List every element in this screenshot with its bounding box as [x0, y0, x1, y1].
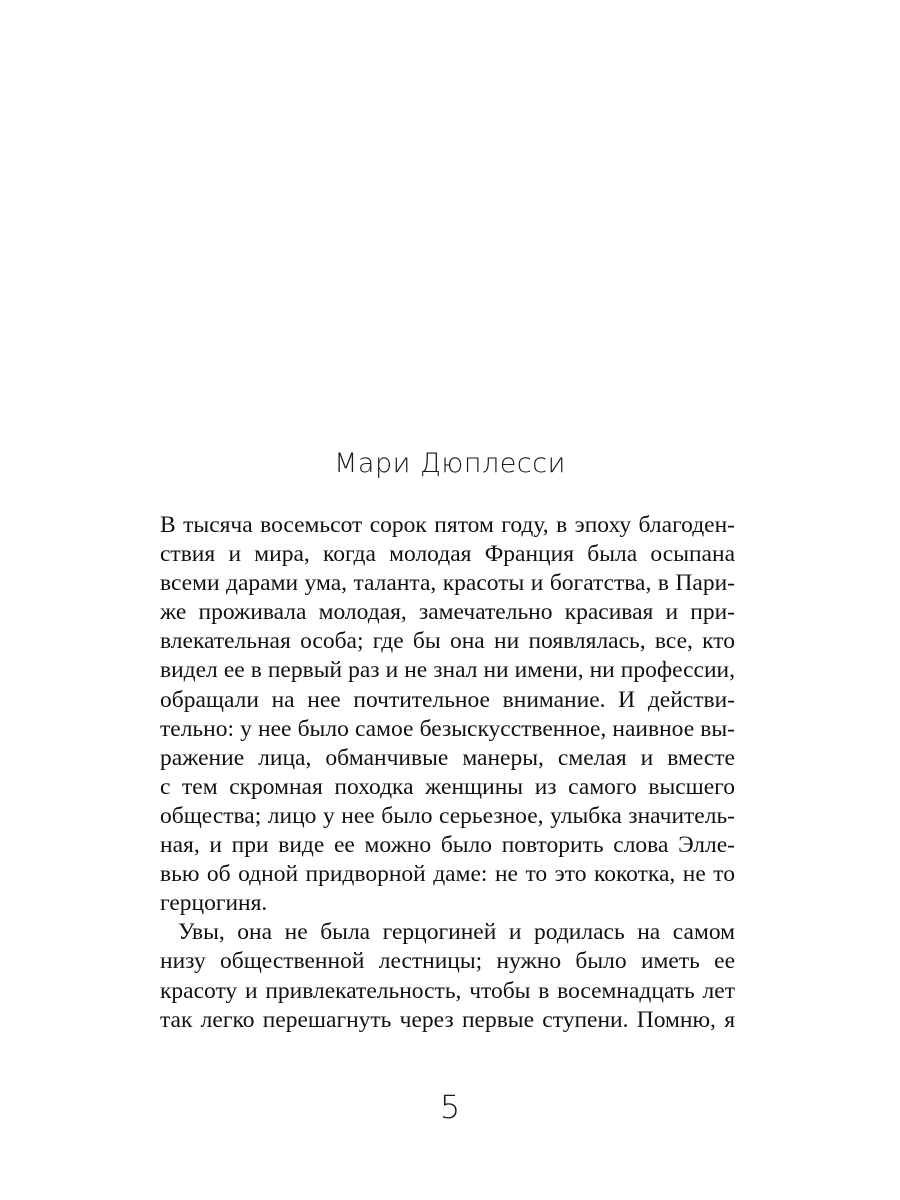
text-line: всеми дарами ума, таланта, красоты и богатства, в Пари-	[160, 570, 735, 597]
text-line: с тем скромная походка женщины из самого высшего	[160, 773, 735, 800]
chapter-title: Мари Дюплесси	[334, 448, 566, 479]
text-line: обращали на нее почтительное внимание. И действи-	[160, 686, 735, 713]
text-line: низу общественной лестницы; нужно было иметь ее	[160, 948, 735, 975]
text-line: общества; лицо у нее было серьезное, улыбка значитель-	[160, 802, 735, 829]
paragraph-2	[160, 918, 735, 1034]
text-line: красоту и привлекательность, чтобы в восемнадцать лет	[160, 977, 735, 1004]
text-line: ражение лица, обманчивые манеры, смелая и вместе	[160, 744, 735, 771]
text-line: ная, и при виде ее можно было повторить слова Элле-	[160, 832, 735, 859]
text-line: видел ее в первый раз и не знал ни имени, ни профессии,	[160, 657, 735, 684]
text-line: вью об одной придворной даме: не то это кокотка, не то	[160, 861, 735, 888]
text-line: Увы, она не была герцогиней и родилась на самом	[178, 919, 735, 946]
text-line: тельно: у нее было самое безыскусственное, наивное вы-	[160, 715, 735, 742]
text-line: герцогиня.	[160, 890, 268, 917]
paragraph-1	[160, 511, 735, 918]
text-line: В тысяча восемьсот сорок пятом году, в эпоху благоден-	[160, 512, 735, 538]
text-line: ствия и мира, когда молодая Франция была осыпана	[160, 541, 735, 568]
body-text	[160, 511, 735, 1035]
text-line: влекательная особа; где бы она ни появлялась, все, кто	[160, 628, 735, 655]
text-line: так легко перешагнуть через первые ступени. Помню, я	[160, 1006, 735, 1033]
text-line: же проживала молодая, замечательно красивая и при-	[160, 599, 735, 626]
page-number: 5	[439, 1088, 461, 1126]
